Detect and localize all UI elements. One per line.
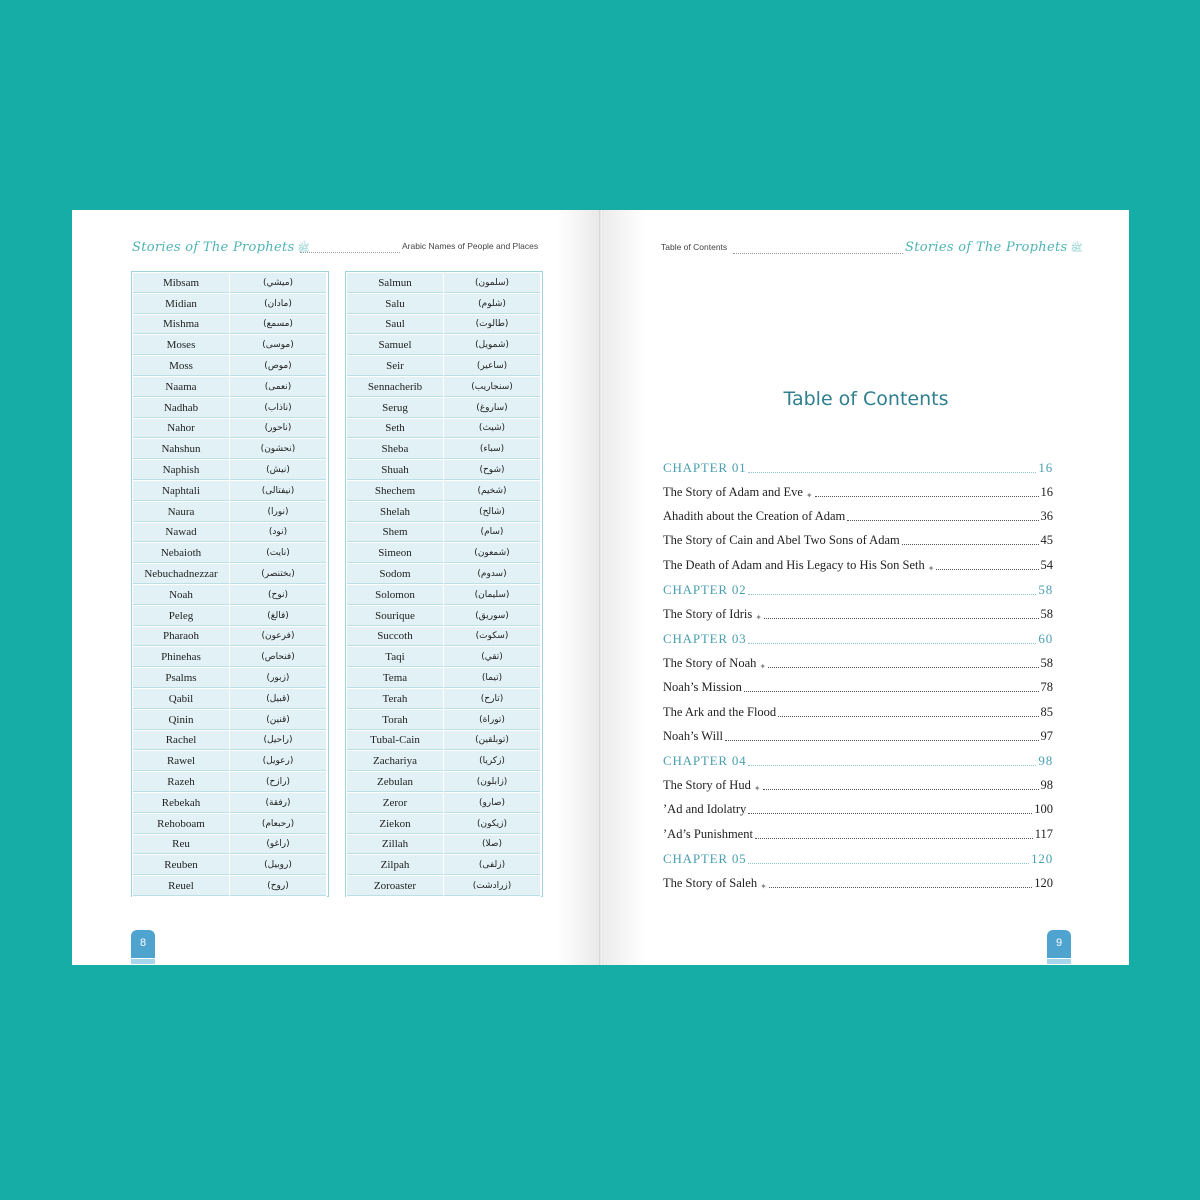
arabic-name-cell: (روبيل)	[230, 855, 327, 876]
leader-dots	[748, 813, 1032, 814]
arabic-name-cell: (سليمان)	[444, 584, 541, 605]
brand-logo	[905, 240, 1083, 256]
english-name-cell: Nahor	[133, 418, 230, 439]
page-header: Arabic Names of People and Places	[402, 241, 539, 251]
leader-dots	[744, 691, 1039, 692]
arabic-name-cell: (راغو)	[230, 834, 327, 855]
arabic-name-cell: (صارو)	[444, 792, 541, 813]
english-name-cell: Sheba	[347, 439, 444, 460]
page-number: 8	[131, 930, 155, 958]
pbuh-ornament-icon: ✦	[759, 662, 767, 671]
page-header: Table of Contents	[661, 242, 728, 252]
toc-entry-title: CHAPTER 02	[663, 582, 747, 597]
table-row	[133, 273, 327, 294]
arabic-name-cell: (نورا)	[230, 501, 327, 522]
english-name-cell: Saul	[347, 314, 444, 335]
table-row	[133, 501, 327, 522]
header-rule	[300, 252, 400, 253]
arabic-name-cell: (شخيم)	[444, 480, 541, 501]
table-row	[347, 522, 541, 543]
brand-ornament-icon: ﷺ	[297, 243, 310, 254]
arabic-name-cell: (زبور)	[230, 668, 327, 689]
table-row	[347, 730, 541, 751]
english-name-cell: Torah	[347, 709, 444, 730]
toc-entry-title: The Death of Adam and His Legacy to His Son Seth	[663, 558, 925, 572]
english-name-cell: Naphish	[133, 460, 230, 481]
toc-entry-title: Noah’s Will	[663, 729, 724, 743]
table-row	[133, 668, 327, 689]
table-row	[133, 605, 327, 626]
arabic-name-cell: (سلمون)	[444, 273, 541, 294]
arabic-name-cell: (تقي)	[444, 647, 541, 668]
table-row	[347, 314, 541, 335]
right-page	[603, 210, 1129, 965]
english-name-cell: Tema	[347, 668, 444, 689]
brand-ornament-icon: ﷺ	[1070, 243, 1083, 254]
arabic-name-cell: (صلا)	[444, 834, 541, 855]
leader-dots	[815, 496, 1039, 497]
leader-dots	[902, 544, 1039, 545]
leader-dots	[725, 740, 1038, 741]
english-name-cell: Seth	[347, 418, 444, 439]
english-name-cell: Phinehas	[133, 647, 230, 668]
english-name-cell: Zebulan	[347, 772, 444, 793]
toc-page-number: 78	[1040, 680, 1053, 694]
arabic-name-cell: (شوح)	[444, 460, 541, 481]
pbuh-ornament-icon: ✦	[805, 491, 813, 500]
english-name-cell: Rehoboam	[133, 813, 230, 834]
english-name-cell: Zilpah	[347, 855, 444, 876]
arabic-name-cell: (زرادشت)	[444, 876, 541, 897]
english-name-cell: Rawel	[133, 751, 230, 772]
toc-entry-title: CHAPTER 05	[663, 851, 747, 866]
toc-entry-title: The Story of Noah	[663, 656, 757, 670]
english-name-cell: Qabil	[133, 688, 230, 709]
table-row	[133, 564, 327, 585]
leader-dots	[763, 789, 1039, 790]
arabic-name-cell: (فنحاص)	[230, 647, 327, 668]
toc-entry[interactable]	[663, 485, 1053, 500]
english-name-cell: Succoth	[347, 626, 444, 647]
toc-page-number: 100	[1034, 802, 1053, 816]
arabic-name-cell: (سكوت)	[444, 626, 541, 647]
leader-dots	[748, 594, 1036, 595]
english-name-cell: Shelah	[347, 501, 444, 522]
toc-entry-title: The Story of Adam and Eve	[663, 485, 803, 499]
english-name-cell: Simeon	[347, 543, 444, 564]
table-row	[133, 813, 327, 834]
arabic-name-cell: (نيش)	[230, 460, 327, 481]
toc-page-number: 60	[1038, 631, 1053, 646]
table-row	[347, 709, 541, 730]
toc-page-number: 58	[1038, 582, 1053, 597]
toc-page-number: 58	[1040, 607, 1053, 621]
table-row	[133, 356, 327, 377]
table-row	[347, 688, 541, 709]
arabic-name-cell: (نايت)	[230, 543, 327, 564]
english-name-cell: Seir	[347, 356, 444, 377]
toc-page-number: 97	[1040, 729, 1053, 743]
toc-entry[interactable]	[663, 607, 1053, 622]
table-row	[347, 626, 541, 647]
names-table-2	[346, 272, 541, 897]
toc-page-number: 36	[1040, 509, 1053, 523]
english-name-cell: Salmun	[347, 273, 444, 294]
toc-chapter-entry[interactable]	[663, 582, 1053, 598]
english-name-cell: Reu	[133, 834, 230, 855]
table-row	[347, 480, 541, 501]
arabic-name-cell: (شالح)	[444, 501, 541, 522]
arabic-name-cell: (نود)	[230, 522, 327, 543]
leader-dots	[936, 569, 1038, 570]
arabic-name-cell: (تارح)	[444, 688, 541, 709]
arabic-name-cell: (ميشي)	[230, 273, 327, 294]
table-row	[133, 543, 327, 564]
arabic-name-cell: (فالغ)	[230, 605, 327, 626]
toc-entry-title: The Story of Saleh	[663, 876, 758, 890]
arabic-name-cell: (روح)	[230, 876, 327, 897]
arabic-name-cell: (قنين)	[230, 709, 327, 730]
english-name-cell: Naura	[133, 501, 230, 522]
table-row	[347, 834, 541, 855]
toc-chapter-entry[interactable]	[663, 753, 1053, 769]
toc-entry[interactable]	[663, 533, 1053, 548]
page-number: 9	[1047, 930, 1071, 958]
table-row	[133, 584, 327, 605]
english-name-cell: Mishma	[133, 314, 230, 335]
table-row	[133, 293, 327, 314]
arabic-name-cell: (شيث)	[444, 418, 541, 439]
table-row	[347, 418, 541, 439]
table-row	[347, 751, 541, 772]
arabic-name-cell: (توبلقين)	[444, 730, 541, 751]
toc-entry-title: Ahadith about the Creation of Adam	[663, 509, 846, 523]
english-name-cell: Moses	[133, 335, 230, 356]
english-name-cell: Zeror	[347, 792, 444, 813]
arabic-name-cell: (نعمى)	[230, 376, 327, 397]
arabic-name-cell: (تيما)	[444, 668, 541, 689]
arabic-name-cell: (قبيل)	[230, 688, 327, 709]
toc-entry[interactable]	[663, 778, 1053, 793]
english-name-cell: Sodom	[347, 564, 444, 585]
english-name-cell: Zachariya	[347, 751, 444, 772]
table-row	[347, 813, 541, 834]
toc-page-number: 16	[1038, 460, 1053, 475]
brand-text: Stories of The Prophets	[905, 240, 1068, 255]
table-row	[347, 564, 541, 585]
table-row	[347, 273, 541, 294]
pbuh-ornament-icon: ✦	[760, 882, 767, 891]
leader-dots	[847, 520, 1038, 521]
english-name-cell: Taqi	[347, 647, 444, 668]
arabic-name-cell: (فرعون)	[230, 626, 327, 647]
table-row	[133, 626, 327, 647]
toc-entry[interactable]	[663, 729, 1053, 744]
english-name-cell: Zoroaster	[347, 876, 444, 897]
pbuh-ornament-icon: ✦	[927, 564, 935, 573]
toc-entry-title: ’Ad’s Punishment	[663, 827, 753, 841]
table-row	[347, 460, 541, 481]
toc-page-number: 45	[1040, 533, 1053, 547]
leader-dots	[748, 863, 1029, 864]
arabic-name-cell: (زيكون)	[444, 813, 541, 834]
toc-page-number: 98	[1040, 778, 1053, 792]
toc-page-number: 117	[1034, 827, 1053, 841]
english-name-cell: Rebekah	[133, 792, 230, 813]
toc-entry[interactable]	[663, 509, 1053, 524]
table-row	[347, 543, 541, 564]
table-row	[347, 356, 541, 377]
english-name-cell: Naphtali	[133, 480, 230, 501]
arabic-name-cell: (رحبعام)	[230, 813, 327, 834]
brand-logo	[132, 240, 310, 256]
arabic-name-cell: (مادان)	[230, 293, 327, 314]
table-row	[133, 460, 327, 481]
toc-entry-title: The Story of Cain and Abel Two Sons of Adam	[663, 533, 900, 547]
english-name-cell: Zillah	[347, 834, 444, 855]
table-row	[133, 688, 327, 709]
table-row	[347, 335, 541, 356]
table-row	[133, 772, 327, 793]
arabic-name-cell: (سام)	[444, 522, 541, 543]
table-row	[347, 792, 541, 813]
table-row	[133, 834, 327, 855]
left-page	[72, 210, 600, 965]
table-row	[347, 876, 541, 897]
arabic-name-cell: (سوريق)	[444, 605, 541, 626]
arabic-name-cell: (ساعير)	[444, 356, 541, 377]
toc-page-number: 120	[1031, 851, 1053, 866]
table-row	[347, 605, 541, 626]
english-name-cell: Naama	[133, 376, 230, 397]
english-name-cell: Nebuchadnezzar	[133, 564, 230, 585]
table-row	[347, 293, 541, 314]
open-book	[72, 210, 1129, 965]
leader-dots	[755, 838, 1033, 839]
table-row	[133, 522, 327, 543]
toc-entry[interactable]	[663, 802, 1053, 817]
english-name-cell: Psalms	[133, 668, 230, 689]
pbuh-ornament-icon: ✦	[755, 613, 762, 622]
arabic-name-cell: (نحشون)	[230, 439, 327, 460]
english-name-cell: Solomon	[347, 584, 444, 605]
arabic-name-cell: (ساروغ)	[444, 397, 541, 418]
header-rule	[733, 253, 903, 254]
toc-chapter-entry[interactable]	[663, 460, 1053, 476]
english-name-cell: Ziekon	[347, 813, 444, 834]
arabic-name-cell: (شمويل)	[444, 335, 541, 356]
arabic-name-cell: (شلوم)	[444, 293, 541, 314]
english-name-cell: Reuben	[133, 855, 230, 876]
toc-entry[interactable]	[663, 705, 1053, 720]
leader-dots	[748, 765, 1036, 766]
english-name-cell: Shem	[347, 522, 444, 543]
names-table-1	[132, 272, 327, 897]
arabic-name-cell: (زابلون)	[444, 772, 541, 793]
table-row	[347, 647, 541, 668]
toc-entry-title: CHAPTER 04	[663, 753, 747, 768]
arabic-name-cell: (مسمع)	[230, 314, 327, 335]
english-name-cell: Qinin	[133, 709, 230, 730]
toc-entry-title: The Story of Hud	[663, 778, 751, 792]
toc-entry-title: ’Ad and Idolatry	[663, 802, 747, 816]
toc-entry[interactable]	[663, 827, 1053, 842]
table-row	[133, 397, 327, 418]
table-row	[347, 501, 541, 522]
toc-chapter-entry[interactable]	[663, 851, 1053, 867]
arabic-name-cell: (راحيل)	[230, 730, 327, 751]
toc-entry[interactable]	[663, 876, 1053, 891]
table-row	[347, 668, 541, 689]
arabic-name-cell: (سنجاريب)	[444, 376, 541, 397]
english-name-cell: Sourique	[347, 605, 444, 626]
english-name-cell: Peleg	[133, 605, 230, 626]
arabic-name-cell: (زلفى)	[444, 855, 541, 876]
table-row	[347, 584, 541, 605]
toc-entry[interactable]	[663, 558, 1053, 573]
english-name-cell: Serug	[347, 397, 444, 418]
arabic-name-cell: (نوح)	[230, 584, 327, 605]
table-row	[347, 376, 541, 397]
english-name-cell: Shuah	[347, 460, 444, 481]
english-name-cell: Midian	[133, 293, 230, 314]
leader-dots	[748, 472, 1036, 473]
table-row	[133, 314, 327, 335]
table-row	[133, 855, 327, 876]
leader-dots	[778, 716, 1038, 717]
toc-title: Table of Contents	[783, 388, 949, 410]
english-name-cell: Sennacherib	[347, 376, 444, 397]
toc-entry-title: CHAPTER 01	[663, 460, 747, 475]
table-row	[347, 855, 541, 876]
toc-chapter-entry[interactable]	[663, 631, 1053, 647]
table-row	[347, 772, 541, 793]
toc-entry[interactable]	[663, 656, 1053, 671]
pbuh-ornament-icon: ✦	[753, 784, 761, 793]
table-row	[133, 751, 327, 772]
arabic-name-cell: (موسى)	[230, 335, 327, 356]
table-row	[133, 792, 327, 813]
english-name-cell: Moss	[133, 356, 230, 377]
english-name-cell: Noah	[133, 584, 230, 605]
arabic-name-cell: (ناذاب)	[230, 397, 327, 418]
brand-text: Stories of The Prophets	[132, 240, 295, 255]
toc-page-number: 54	[1040, 558, 1053, 572]
arabic-name-cell: (بختنصر)	[230, 564, 327, 585]
table-row	[133, 418, 327, 439]
table-row	[133, 709, 327, 730]
toc-entry-title: Noah’s Mission	[663, 680, 742, 694]
arabic-name-cell: (شمعون)	[444, 543, 541, 564]
arabic-name-cell: (رازح)	[230, 772, 327, 793]
english-name-cell: Samuel	[347, 335, 444, 356]
english-name-cell: Mibsam	[133, 273, 230, 294]
english-name-cell: Salu	[347, 293, 444, 314]
arabic-name-cell: (طالوت)	[444, 314, 541, 335]
english-name-cell: Reuel	[133, 876, 230, 897]
toc-entry[interactable]	[663, 680, 1053, 695]
toc-page-number: 98	[1038, 753, 1053, 768]
table-row	[133, 730, 327, 751]
leader-dots	[768, 667, 1038, 668]
table-row	[133, 335, 327, 356]
arabic-name-cell: (رفقة)	[230, 792, 327, 813]
leader-dots	[748, 643, 1036, 644]
toc-entry-title: The Story of Idris	[663, 607, 753, 621]
table-row	[347, 397, 541, 418]
english-name-cell: Nadhab	[133, 397, 230, 418]
english-name-cell: Terah	[347, 688, 444, 709]
table-row	[133, 376, 327, 397]
toc-page-number: 16	[1040, 485, 1053, 499]
arabic-name-cell: (زكريا)	[444, 751, 541, 772]
toc-page-number: 85	[1040, 705, 1053, 719]
leader-dots	[769, 887, 1032, 888]
english-name-cell: Rachel	[133, 730, 230, 751]
table-row	[133, 480, 327, 501]
english-name-cell: Nahshun	[133, 439, 230, 460]
leader-dots	[764, 618, 1039, 619]
english-name-cell: Nawad	[133, 522, 230, 543]
arabic-name-cell: (ناحور)	[230, 418, 327, 439]
table-row	[133, 647, 327, 668]
english-name-cell: Razeh	[133, 772, 230, 793]
english-name-cell: Shechem	[347, 480, 444, 501]
table-row	[133, 876, 327, 897]
arabic-name-cell: (سدوم)	[444, 564, 541, 585]
table-row	[347, 439, 541, 460]
arabic-name-cell: (نيفتالى)	[230, 480, 327, 501]
english-name-cell: Nebaioth	[133, 543, 230, 564]
arabic-name-cell: (رعويل)	[230, 751, 327, 772]
english-name-cell: Pharaoh	[133, 626, 230, 647]
toc-page-number: 58	[1040, 656, 1053, 670]
arabic-name-cell: (توراة)	[444, 709, 541, 730]
table-row	[133, 439, 327, 460]
arabic-name-cell: (سباء)	[444, 439, 541, 460]
toc-entry-title: CHAPTER 03	[663, 631, 747, 646]
toc-entry-title: The Ark and the Flood	[663, 705, 777, 719]
arabic-name-cell: (موص)	[230, 356, 327, 377]
english-name-cell: Tubal-Cain	[347, 730, 444, 751]
toc-page-number: 120	[1034, 876, 1053, 890]
